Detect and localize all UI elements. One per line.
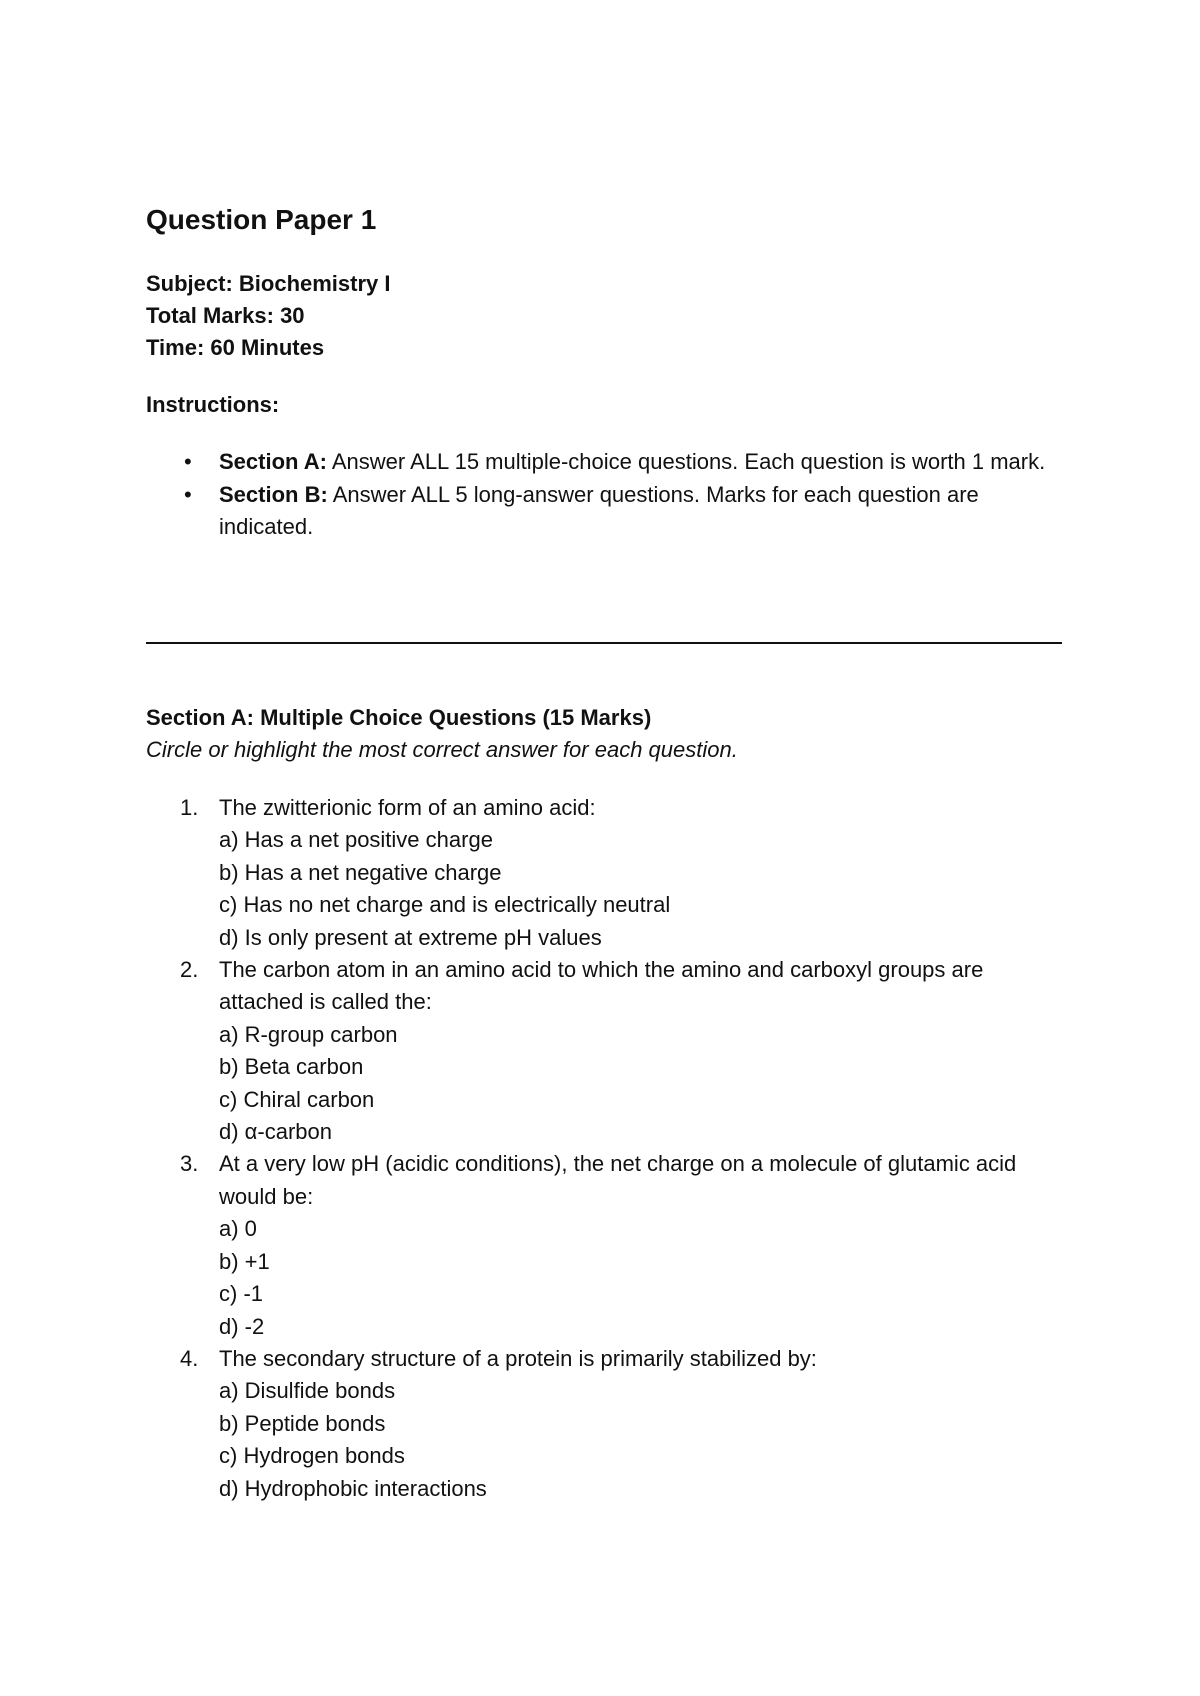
page-title: Question Paper 1 (146, 204, 377, 235)
instructions-list (146, 446, 1066, 544)
answer-option: d) Hydrophobic interactions (219, 1475, 487, 1501)
bullet: • (184, 449, 192, 474)
question-number: 4. (180, 1345, 199, 1371)
answer-option: a) 0 (219, 1216, 257, 1242)
instruction-label: Section A: (219, 449, 327, 474)
bullet: • (184, 481, 192, 507)
answer-option: b) Peptide bonds (219, 1410, 386, 1436)
answer-option: b) Beta carbon (219, 1054, 364, 1080)
answer-option: d) Is only present at extreme pH values (219, 924, 602, 950)
question-text: The carbon atom in an amino acid to which the amino and carboxyl groups are attached is called the: (219, 957, 984, 1015)
answer-option: a) Disulfide bonds (219, 1378, 396, 1404)
instruction-text: Answer ALL 15 multiple-choice questions. Each question is worth 1 mark. (326, 449, 1046, 474)
subject-line: Subject: Biochemistry I (146, 271, 391, 296)
answer-option: c) Hydrogen bonds (219, 1443, 405, 1469)
answer-option: d) -2 (219, 1313, 265, 1339)
question-item (146, 1148, 1066, 1342)
divider (146, 642, 1062, 644)
section-a-instructions: Circle or highlight the most correct answer for each question. (146, 737, 738, 762)
time-line: Time: 60 Minutes (146, 335, 325, 360)
answer-option: b) Has a net negative charge (219, 859, 502, 885)
section-a-heading: Section A: Multiple Choice Questions (15 Marks) (146, 705, 652, 730)
instruction-item (146, 446, 1066, 479)
question-item (146, 1343, 1066, 1505)
question-number: 1. (180, 795, 199, 820)
question-item (146, 792, 1066, 954)
answer-option: a) Has a net positive charge (219, 827, 493, 853)
instructions-heading: Instructions: (146, 392, 280, 417)
question-number: 2. (180, 957, 199, 983)
answer-option: c) -1 (219, 1281, 263, 1307)
instruction-item (146, 479, 1066, 544)
answer-option: d) α-carbon (219, 1119, 332, 1145)
paper-details (146, 268, 391, 364)
question-number: 3. (180, 1151, 199, 1177)
question-item (146, 954, 1066, 1148)
question-text: The zwitterionic form of an amino acid: (219, 795, 596, 820)
answer-option: a) R-group carbon (219, 1021, 398, 1047)
question-text: At a very low pH (acidic conditions), the net charge on a molecule of glutamic acid would be: (219, 1151, 1017, 1209)
answer-option: c) Chiral carbon (219, 1086, 375, 1112)
question-text: The secondary structure of a protein is primarily stabilized by: (219, 1345, 817, 1371)
instruction-label: Section B: (219, 481, 328, 507)
total-marks-line: Total Marks: 30 (146, 303, 305, 328)
answer-option: c) Has no net charge and is electrically neutral (219, 892, 671, 918)
question-list (146, 792, 1066, 1505)
answer-option: b) +1 (219, 1248, 270, 1274)
instruction-text: Answer ALL 5 long-answer questions. Marks for each question are indicated. (219, 481, 979, 539)
